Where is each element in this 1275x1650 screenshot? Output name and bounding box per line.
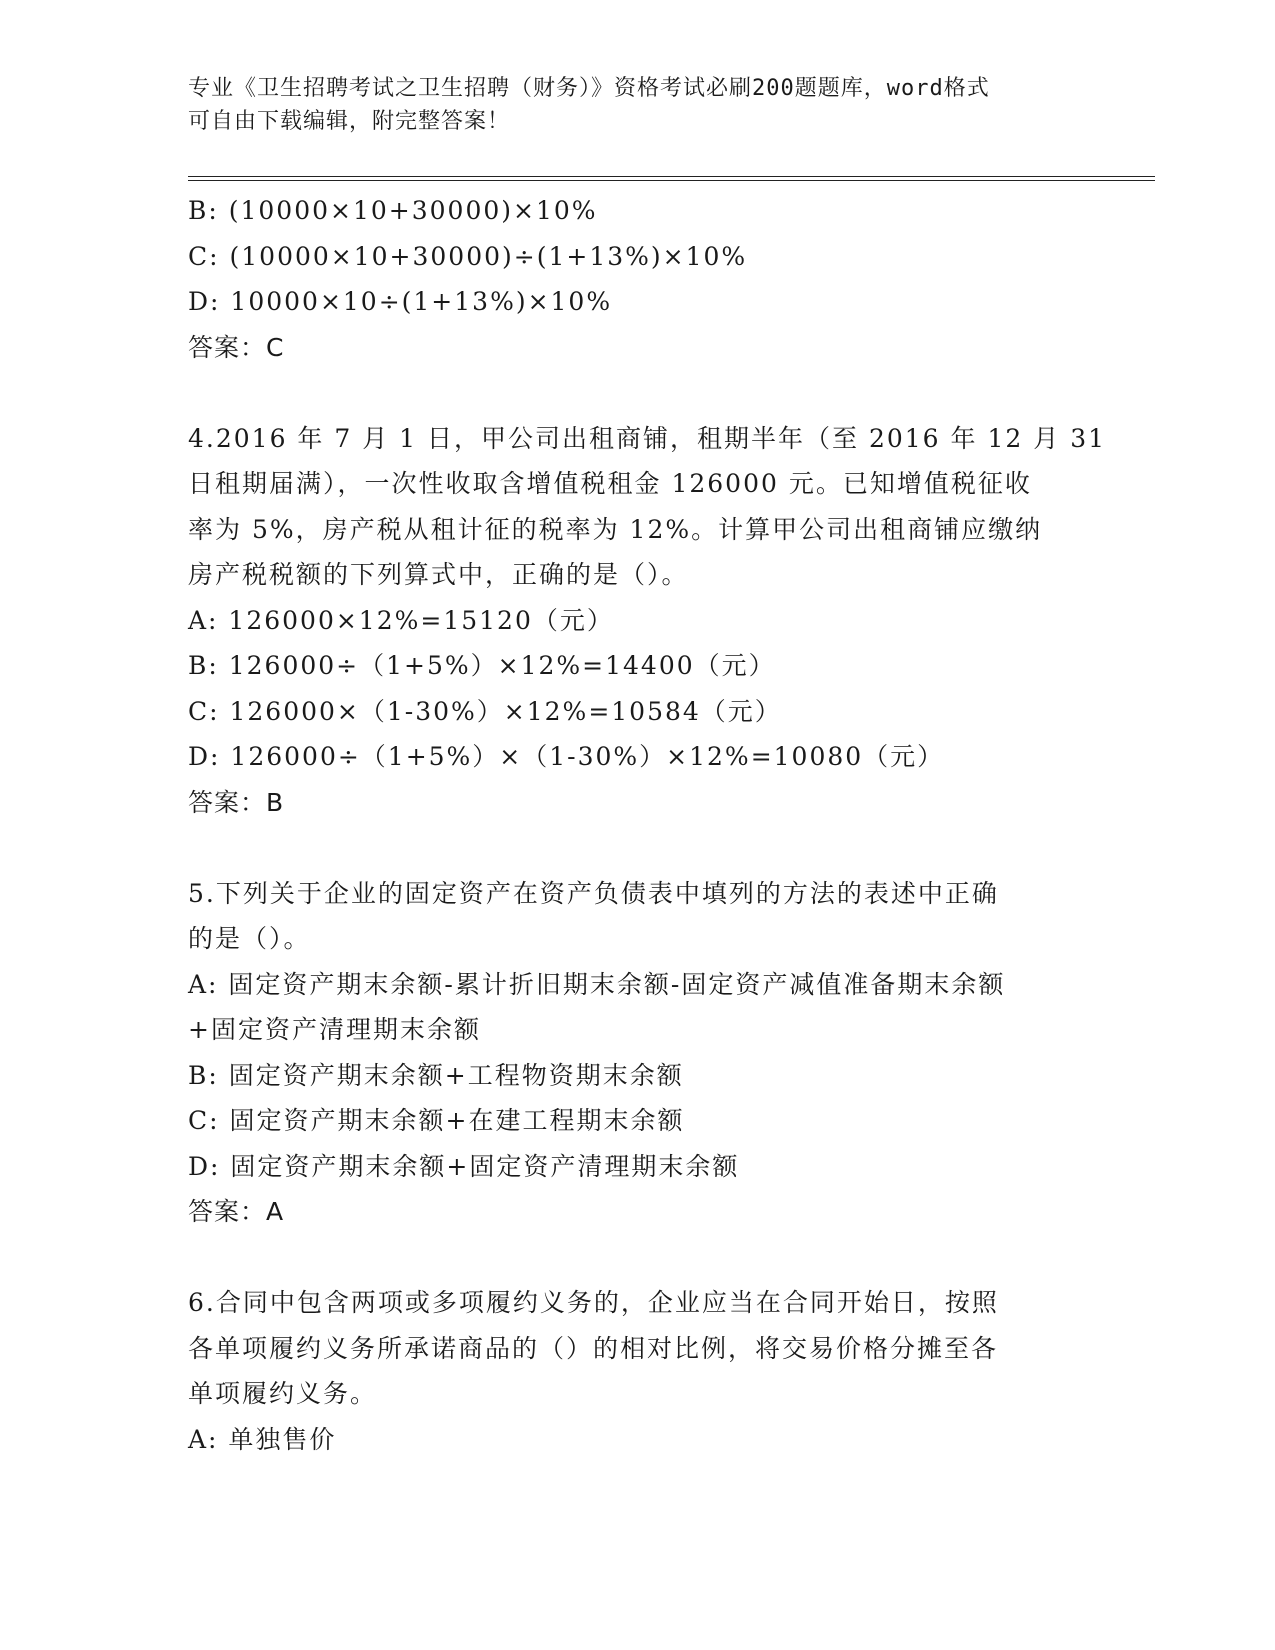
q3-option-d: D: 10000×10÷(1+13%)×10% <box>188 287 613 316</box>
header-divider-top <box>188 176 1155 177</box>
q5-option-a: A: 固定资产期末余额-累计折旧期末余额-固定资产减值准备期末余额 <box>188 969 1006 999</box>
question-3 <box>188 188 1088 370</box>
q4-option-c: C: 126000×（1-30%）×12%=10584（元） <box>188 696 782 726</box>
q6-stem-line: 6.合同中包含两项或多项履约义务的，企业应当在合同开始日，按照 <box>188 1288 999 1317</box>
q4-option-a: A: 126000×12%=15120（元） <box>188 605 614 635</box>
q4-answer: 答案：B <box>188 787 285 817</box>
q5-stem-line: 5.下列关于企业的固定资产在资产负债表中填列的方法的表述中正确 <box>188 878 999 908</box>
q3-option-c: C: (10000×10+30000)÷(1+13%)×10% <box>188 241 748 271</box>
q4-option-d: D: 126000÷（1+5%）×（1-30%）×12%=10080（元） <box>188 742 945 771</box>
q5-option-a-continued: +固定资产清理期末余额 <box>188 1015 481 1044</box>
q4-stem-line: 4.2016 年 7 月 1 日，甲公司出租商铺，租期半年（至 2016 年 12 月 31 <box>188 423 1107 453</box>
document-header <box>188 72 1088 138</box>
q5-option-b: B: 固定资产期末余额+工程物资期末余额 <box>188 1060 684 1090</box>
header-title-line-1: 专业《卫生招聘考试之卫生招聘（财务）》资格考试必刷200题题库，word格式 <box>188 76 990 101</box>
q4-stem-line: 率为 5%，房产税从租计征的税率为 12%。计算甲公司出租商铺应缴纳 <box>188 514 1043 544</box>
question-4 <box>188 416 1107 826</box>
q4-stem-line: 日租期届满），一次性收取含增值税租金 126000 元。已知增值税征收 <box>188 469 1032 498</box>
q6-stem-line: 单项履约义务。 <box>188 1379 378 1408</box>
spacer <box>188 1235 1088 1281</box>
spacer <box>188 370 1088 416</box>
spacer <box>188 825 1088 871</box>
question-6 <box>188 1280 1088 1462</box>
q4-option-b: B: 126000÷（1+5%）×12%=14400（元） <box>188 651 776 680</box>
q6-stem-line: 各单项履约义务所承诺商品的（）的相对比例，将交易价格分摊至各 <box>188 1333 999 1363</box>
q3-option-b: B: (10000×10+30000)×10% <box>188 196 598 225</box>
q3-answer: 答案：C <box>188 332 285 362</box>
question-content <box>188 188 1107 1462</box>
q5-option-d: D: 固定资产期末余额+固定资产清理期末余额 <box>188 1151 740 1181</box>
q5-option-c: C: 固定资产期末余额+在建工程期末余额 <box>188 1106 685 1135</box>
question-5 <box>188 871 1088 1235</box>
q5-answer: 答案：A <box>188 1197 285 1226</box>
header-title-line-2: 可自由下载编辑，附完整答案！ <box>188 109 511 134</box>
q6-option-a: A: 单独售价 <box>188 1424 337 1454</box>
q4-stem-line: 房产税税额的下列算式中，正确的是（）。 <box>188 560 689 589</box>
q5-stem-line: 的是（）。 <box>188 924 311 953</box>
header-divider-bottom <box>188 180 1155 181</box>
